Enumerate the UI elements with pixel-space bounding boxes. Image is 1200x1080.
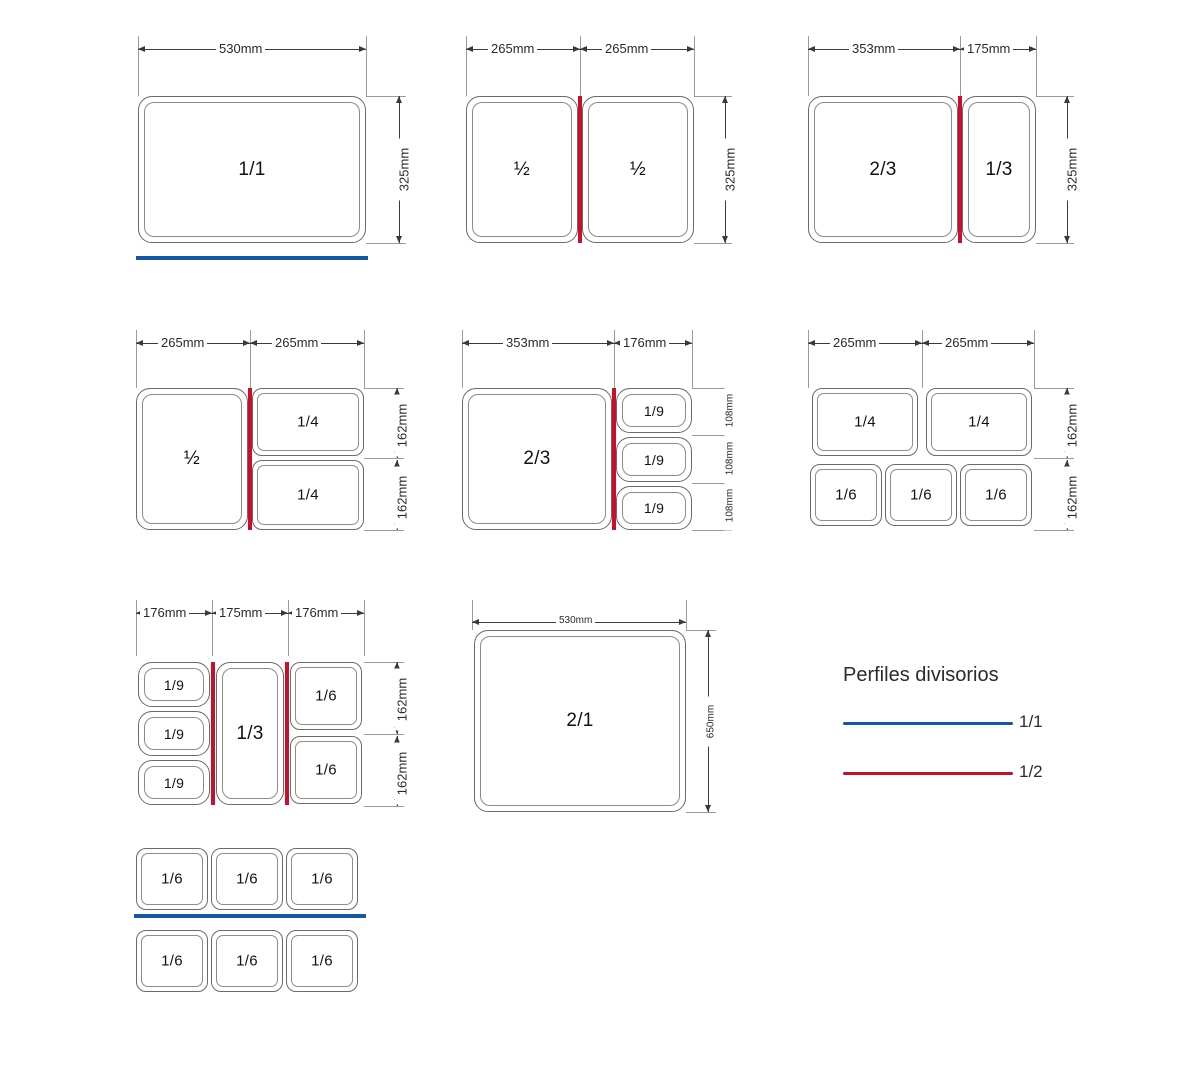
legend-swatch-1-1 [843, 722, 1013, 725]
pan-label: 1/9 [643, 500, 665, 516]
dim-tick [472, 600, 473, 630]
pan-1-9-a[interactable] [138, 662, 210, 707]
dim-arrow [573, 46, 580, 52]
dim-arrow [607, 340, 614, 346]
pan-label: 1/6 [311, 870, 333, 888]
dim-tick [366, 243, 406, 244]
pan-1-6-b[interactable] [290, 736, 362, 804]
dim-tick [686, 600, 687, 630]
dim-label-width: 530mm [556, 615, 595, 626]
dim-label-width: 265mm [158, 335, 207, 350]
divider-profile-1-2 [958, 96, 962, 243]
pan-label: 1/6 [315, 761, 337, 779]
dim-label-height: 162mm [395, 395, 410, 457]
divider-profile-1-1 [134, 914, 366, 918]
dim-arrow [687, 46, 694, 52]
pan-1-6-f[interactable] [286, 930, 358, 992]
dim-arrow [705, 805, 711, 812]
dim-arrow [138, 46, 145, 52]
pan-1-6-d[interactable] [136, 930, 208, 992]
dim-label-height: 162mm [395, 467, 410, 529]
legend-label-1-2: 1/2 [1019, 762, 1043, 781]
pan-label: 2/1 [566, 710, 594, 731]
pan-label: 2/3 [523, 448, 551, 469]
pan-label: 1/9 [163, 774, 185, 791]
pan-1-6-a[interactable] [290, 662, 362, 730]
dim-arrow [705, 630, 711, 637]
divider-profile-1-2-right [285, 662, 289, 805]
pan-1-4-top[interactable] [252, 388, 364, 456]
pan-1-1[interactable] [138, 96, 366, 243]
dim-arrow [679, 619, 686, 625]
dim-tick [1034, 330, 1035, 388]
legend-title: Perfiles divisorios [843, 664, 999, 686]
pan-1-4-right[interactable] [926, 388, 1032, 456]
dim-arrow [1027, 340, 1034, 346]
dim-label-height: 162mm [395, 743, 410, 805]
dim-arrow [466, 46, 473, 52]
pan-label: 1/9 [643, 451, 665, 468]
dim-tick [686, 630, 716, 631]
dim-label-width: 265mm [602, 41, 651, 56]
pan-1-9-middle[interactable] [616, 437, 692, 482]
dim-arrow [953, 46, 960, 52]
dim-arrow [808, 46, 815, 52]
legend-label-1-1: 1/1 [1019, 712, 1043, 731]
pan-1-2[interactable] [136, 388, 248, 530]
dim-arrow [922, 340, 929, 346]
pan-label: 1/4 [968, 413, 990, 431]
pan-label: 1/4 [297, 413, 319, 431]
dim-arrow [808, 340, 815, 346]
divider-profile-1-1 [136, 256, 368, 260]
dim-arrow [205, 610, 212, 616]
dim-label-width: 175mm [964, 41, 1013, 56]
dim-arrow [136, 340, 143, 346]
pan-1-2-right[interactable] [582, 96, 694, 243]
pan-2-1[interactable] [474, 630, 686, 812]
dim-tick [364, 458, 404, 459]
dim-tick [364, 806, 404, 807]
dim-label-height: 162mm [1065, 395, 1080, 457]
pan-label: 1/1 [238, 158, 266, 180]
pan-label: ½ [183, 448, 201, 469]
pan-label: 1/4 [297, 486, 319, 504]
dim-tick [1036, 36, 1037, 96]
dim-arrow [722, 236, 728, 243]
dim-label-width: 530mm [216, 41, 265, 56]
dim-arrow [462, 340, 469, 346]
dim-tick [1036, 243, 1074, 244]
dim-label-width: 175mm [216, 605, 265, 620]
dim-label-width: 265mm [830, 335, 879, 350]
dim-label-height: 162mm [395, 669, 410, 731]
pan-1-9-c[interactable] [138, 760, 210, 805]
pan-1-6-b[interactable] [885, 464, 957, 526]
divider-profile-1-2-left [211, 662, 215, 805]
dim-label-width: 265mm [488, 41, 537, 56]
dim-arrow [396, 96, 402, 103]
pan-label: 1/6 [985, 486, 1007, 504]
pan-1-6-e[interactable] [211, 930, 283, 992]
pan-label: 1/3 [236, 722, 264, 744]
pan-1-6-a[interactable] [136, 848, 208, 910]
pan-label: 1/6 [161, 952, 183, 970]
dim-label-height: 325mm [1065, 139, 1080, 201]
pan-label: 1/9 [163, 676, 185, 693]
pan-label: 1/6 [315, 687, 337, 705]
dim-arrow [250, 340, 257, 346]
pan-1-9-b[interactable] [138, 711, 210, 756]
pan-label: 1/6 [236, 870, 258, 888]
dim-label-height: 108mm [725, 481, 736, 531]
divider-profile-1-2 [578, 96, 582, 243]
dim-tick [288, 600, 289, 656]
dim-label-height: 650mm [706, 697, 717, 747]
dim-tick [212, 600, 213, 656]
dim-arrow [357, 340, 364, 346]
dim-tick [364, 530, 404, 531]
dim-label-width: 176mm [292, 605, 341, 620]
pan-1-4-left[interactable] [812, 388, 918, 456]
pan-1-6-c[interactable] [286, 848, 358, 910]
pan-label: 1/9 [163, 725, 185, 742]
pan-1-4-bottom[interactable] [252, 460, 364, 530]
pan-1-2-left[interactable] [466, 96, 578, 243]
dim-label-width: 265mm [272, 335, 321, 350]
pan-label: 2/3 [869, 158, 897, 180]
dim-arrow [243, 340, 250, 346]
pan-label: 1/6 [910, 486, 932, 504]
legend-swatch-1-2 [843, 772, 1013, 775]
dim-label-height: 108mm [725, 434, 736, 484]
pan-label: 1/6 [161, 870, 183, 888]
dim-label-height: 162mm [1065, 467, 1080, 529]
pan-1-3[interactable] [962, 96, 1036, 243]
dim-tick [1034, 530, 1074, 531]
dim-label-width: 176mm [620, 335, 669, 350]
dim-tick [364, 600, 365, 656]
pan-label: 1/6 [311, 952, 333, 970]
pan-1-3[interactable] [216, 662, 284, 805]
pan-label: 1/6 [835, 486, 857, 504]
dim-label-height: 325mm [723, 139, 738, 201]
dim-label-width: 176mm [140, 605, 189, 620]
dim-tick [692, 330, 693, 388]
pan-label: 1/3 [985, 158, 1013, 180]
divider-profile-1-2 [248, 388, 252, 530]
pan-label: ½ [513, 158, 531, 180]
pan-2-3[interactable] [808, 96, 958, 243]
pan-label: 1/6 [236, 952, 258, 970]
dim-label-width: 265mm [942, 335, 991, 350]
pan-1-6-c[interactable] [960, 464, 1032, 526]
dim-tick [694, 243, 732, 244]
dim-arrow [396, 236, 402, 243]
dim-arrow [1029, 46, 1036, 52]
dim-arrow [281, 610, 288, 616]
dim-tick [364, 330, 365, 388]
pan-1-9-top[interactable] [616, 388, 692, 433]
pan-label: 1/4 [854, 413, 876, 431]
pan-label: 1/9 [643, 402, 665, 419]
dim-arrow [357, 610, 364, 616]
pan-1-6-b[interactable] [211, 848, 283, 910]
dim-tick [366, 36, 367, 96]
dim-label-height: 108mm [725, 386, 736, 436]
dim-arrow [1064, 236, 1070, 243]
pan-1-6-a[interactable] [810, 464, 882, 526]
dim-tick [364, 734, 404, 735]
dim-arrow [915, 340, 922, 346]
dim-arrow [580, 46, 587, 52]
dim-arrow [472, 619, 479, 625]
dim-tick [686, 812, 716, 813]
dim-label-height: 325mm [397, 139, 412, 201]
dim-tick [1034, 458, 1074, 459]
pan-1-9-bottom[interactable] [616, 486, 692, 530]
dim-arrow [685, 340, 692, 346]
pan-label: ½ [629, 158, 647, 180]
pan-2-3[interactable] [462, 388, 612, 530]
divider-profile-1-2 [612, 388, 616, 530]
dim-arrow [1064, 96, 1070, 103]
dim-arrow [722, 96, 728, 103]
dim-tick [694, 36, 695, 96]
dim-label-width: 353mm [503, 335, 552, 350]
dim-tick [136, 600, 137, 656]
dim-arrow [359, 46, 366, 52]
dim-label-width: 353mm [849, 41, 898, 56]
